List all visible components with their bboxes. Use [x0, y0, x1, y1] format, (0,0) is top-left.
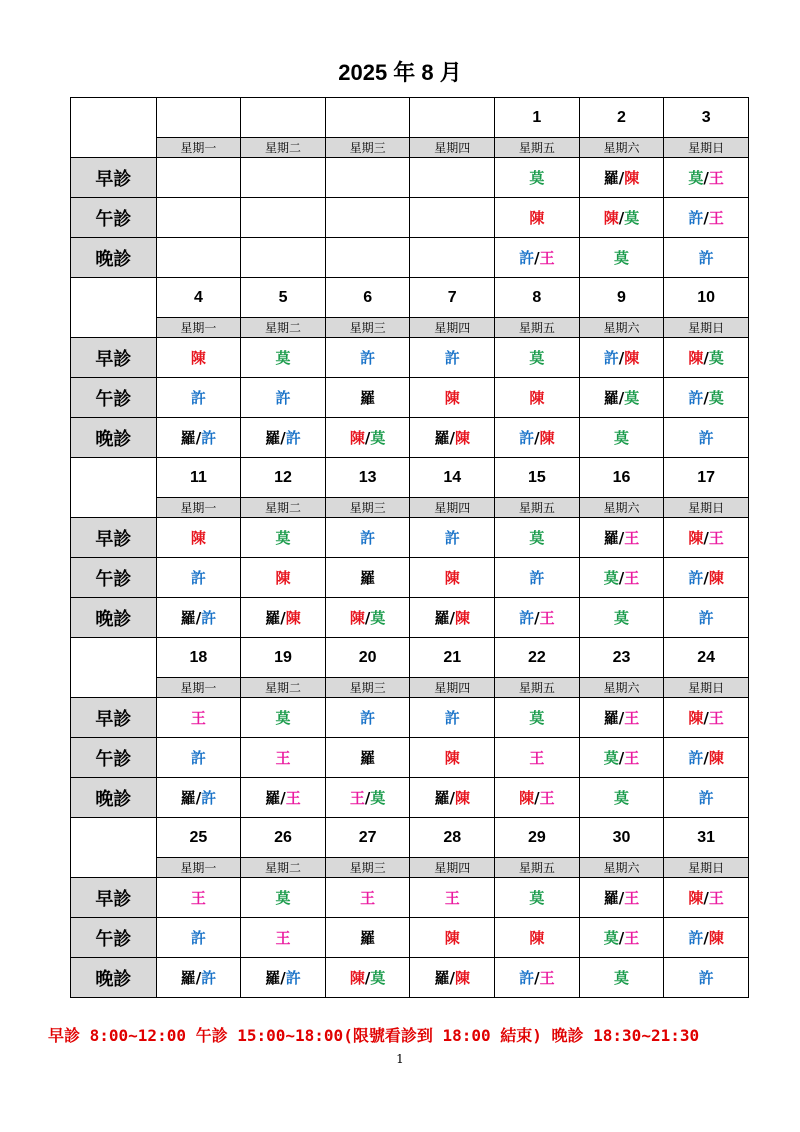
doctor-slot-cell: 許/陳 [579, 338, 664, 378]
date-cell: 24 [664, 638, 749, 678]
session-label: 早診 [71, 158, 157, 198]
weekday-cell: 星期二 [241, 858, 326, 878]
doctor-slot-cell: 王 [241, 918, 326, 958]
doctor-slot-cell [410, 198, 495, 238]
doctor-slot-cell: 羅/許 [241, 958, 326, 998]
doctor-slot-cell: 羅/陳 [410, 778, 495, 818]
doctor-slot-cell: 許 [410, 698, 495, 738]
doctor-slot-cell: 陳/王 [664, 698, 749, 738]
date-cell: 20 [325, 638, 410, 678]
weekday-cell: 星期四 [410, 138, 495, 158]
clinic-hours-note: 早診 8:00~12:00 午診 15:00~18:00(限號看診到 18:00 結束) 晚診 18:30~21:30 [48, 1026, 700, 1045]
date-cell: 4 [156, 278, 241, 318]
date-cell: 23 [579, 638, 664, 678]
session-label: 早診 [71, 698, 157, 738]
doctor-slot-cell: 陳/莫 [325, 958, 410, 998]
doctor-slot-cell: 王 [495, 738, 580, 778]
date-cell: 15 [495, 458, 580, 498]
weekday-row [71, 318, 749, 338]
session-row [71, 918, 749, 958]
doctor-slot-cell: 莫 [495, 518, 580, 558]
doctor-slot-cell: 羅/許 [156, 778, 241, 818]
doctor-slot-cell: 莫 [579, 958, 664, 998]
session-label: 午診 [71, 378, 157, 418]
doctor-slot-cell: 許/陳 [664, 558, 749, 598]
doctor-slot-cell: 羅/王 [579, 518, 664, 558]
weekday-cell: 星期日 [664, 138, 749, 158]
weekday-cell: 星期五 [495, 138, 580, 158]
doctor-slot-cell: 陳 [156, 518, 241, 558]
date-cell [241, 98, 326, 138]
doctor-slot-cell: 陳 [241, 558, 326, 598]
week-corner-cell [71, 818, 157, 878]
doctor-slot-cell: 許 [325, 338, 410, 378]
weekday-row [71, 498, 749, 518]
weekday-row [71, 858, 749, 878]
session-row [71, 698, 749, 738]
weekday-cell: 星期日 [664, 678, 749, 698]
session-row [71, 378, 749, 418]
doctor-slot-cell: 許/王 [495, 238, 580, 278]
weekday-cell: 星期二 [241, 138, 326, 158]
doctor-slot-cell: 許/王 [664, 198, 749, 238]
doctor-slot-cell: 莫 [241, 518, 326, 558]
doctor-slot-cell: 羅/許 [156, 598, 241, 638]
weekday-cell: 星期一 [156, 498, 241, 518]
doctor-slot-cell: 許 [664, 418, 749, 458]
session-row [71, 878, 749, 918]
weekday-cell: 星期一 [156, 318, 241, 338]
doctor-slot-cell: 羅/王 [241, 778, 326, 818]
doctor-slot-cell: 許 [664, 598, 749, 638]
session-row [71, 238, 749, 278]
weekday-cell: 星期三 [325, 498, 410, 518]
session-label: 早診 [71, 518, 157, 558]
week-date-row [71, 638, 749, 678]
date-cell: 19 [241, 638, 326, 678]
date-cell: 26 [241, 818, 326, 858]
doctor-slot-cell: 莫 [241, 338, 326, 378]
doctor-slot-cell: 許/莫 [664, 378, 749, 418]
doctor-slot-cell: 陳/莫 [325, 418, 410, 458]
session-row [71, 598, 749, 638]
week-corner-cell [71, 458, 157, 518]
date-cell: 10 [664, 278, 749, 318]
week-date-row [71, 458, 749, 498]
session-label: 午診 [71, 558, 157, 598]
session-label: 晚診 [71, 958, 157, 998]
doctor-slot-cell: 莫/王 [579, 738, 664, 778]
date-cell: 5 [241, 278, 326, 318]
doctor-slot-cell: 許/陳 [495, 418, 580, 458]
doctor-slot-cell: 羅/陳 [410, 418, 495, 458]
weekday-cell: 星期六 [579, 498, 664, 518]
doctor-slot-cell: 羅/陳 [410, 598, 495, 638]
session-row [71, 198, 749, 238]
session-label: 晚診 [71, 598, 157, 638]
doctor-slot-cell: 許 [664, 778, 749, 818]
doctor-slot-cell: 莫 [241, 878, 326, 918]
date-cell: 29 [495, 818, 580, 858]
doctor-slot-cell: 許/王 [495, 598, 580, 638]
date-cell: 6 [325, 278, 410, 318]
doctor-slot-cell: 羅 [325, 558, 410, 598]
doctor-slot-cell: 陳 [495, 378, 580, 418]
doctor-slot-cell: 陳 [156, 338, 241, 378]
doctor-slot-cell [410, 158, 495, 198]
doctor-slot-cell: 許 [495, 558, 580, 598]
doctor-slot-cell: 許/王 [495, 958, 580, 998]
weekday-cell: 星期日 [664, 498, 749, 518]
doctor-slot-cell: 莫 [495, 158, 580, 198]
date-cell: 17 [664, 458, 749, 498]
doctor-slot-cell: 許 [410, 518, 495, 558]
doctor-slot-cell: 陳/莫 [325, 598, 410, 638]
doctor-slot-cell: 王 [156, 698, 241, 738]
doctor-slot-cell: 王 [156, 878, 241, 918]
date-cell: 9 [579, 278, 664, 318]
doctor-slot-cell: 陳/莫 [664, 338, 749, 378]
doctor-slot-cell: 許 [325, 698, 410, 738]
doctor-slot-cell [410, 238, 495, 278]
weekday-cell: 星期四 [410, 498, 495, 518]
week-corner-cell [71, 98, 157, 158]
weekday-cell: 星期四 [410, 318, 495, 338]
schedule-table [70, 97, 749, 998]
doctor-slot-cell [325, 238, 410, 278]
doctor-slot-cell [325, 158, 410, 198]
session-row [71, 778, 749, 818]
session-label: 晚診 [71, 238, 157, 278]
weekday-cell: 星期一 [156, 138, 241, 158]
doctor-slot-cell: 羅 [325, 738, 410, 778]
weekday-cell: 星期四 [410, 858, 495, 878]
weekday-cell: 星期日 [664, 318, 749, 338]
doctor-slot-cell: 羅/王 [579, 878, 664, 918]
date-cell: 3 [664, 98, 749, 138]
date-cell: 21 [410, 638, 495, 678]
weekday-cell: 星期三 [325, 678, 410, 698]
weekday-cell: 星期三 [325, 858, 410, 878]
doctor-slot-cell: 許 [156, 378, 241, 418]
session-row [71, 558, 749, 598]
date-cell: 25 [156, 818, 241, 858]
doctor-slot-cell: 陳 [410, 918, 495, 958]
date-cell: 2 [579, 98, 664, 138]
week-corner-cell [71, 278, 157, 338]
session-row [71, 158, 749, 198]
doctor-slot-cell: 陳 [495, 918, 580, 958]
weekday-row [71, 678, 749, 698]
weekday-cell: 星期二 [241, 678, 326, 698]
week-date-row [71, 98, 749, 138]
doctor-slot-cell: 莫 [495, 338, 580, 378]
page-number: 1 [396, 1052, 404, 1066]
weekday-cell: 星期五 [495, 678, 580, 698]
weekday-cell: 星期四 [410, 678, 495, 698]
doctor-slot-cell [156, 238, 241, 278]
session-label: 晚診 [71, 778, 157, 818]
weekday-cell: 星期五 [495, 318, 580, 338]
weekday-cell: 星期一 [156, 858, 241, 878]
date-cell [325, 98, 410, 138]
doctor-slot-cell: 許 [241, 378, 326, 418]
doctor-slot-cell: 王 [241, 738, 326, 778]
doctor-slot-cell: 陳/王 [495, 778, 580, 818]
doctor-slot-cell [241, 158, 326, 198]
doctor-slot-cell: 許 [156, 918, 241, 958]
doctor-slot-cell: 陳 [410, 558, 495, 598]
doctor-slot-cell: 羅 [325, 378, 410, 418]
doctor-slot-cell: 陳 [410, 378, 495, 418]
doctor-slot-cell: 許 [664, 958, 749, 998]
session-label: 晚診 [71, 418, 157, 458]
week-corner-cell [71, 638, 157, 698]
date-cell: 13 [325, 458, 410, 498]
doctor-slot-cell: 莫 [579, 778, 664, 818]
doctor-slot-cell: 羅/許 [156, 418, 241, 458]
session-label: 午診 [71, 738, 157, 778]
date-cell [156, 98, 241, 138]
doctor-slot-cell: 許 [664, 238, 749, 278]
weekday-cell: 星期六 [579, 318, 664, 338]
weekday-cell: 星期三 [325, 138, 410, 158]
session-row [71, 338, 749, 378]
weekday-cell: 星期六 [579, 678, 664, 698]
session-row [71, 738, 749, 778]
doctor-slot-cell: 羅/王 [579, 698, 664, 738]
date-cell: 1 [495, 98, 580, 138]
weekday-cell: 星期五 [495, 498, 580, 518]
date-cell: 16 [579, 458, 664, 498]
doctor-slot-cell: 莫 [495, 698, 580, 738]
date-cell [410, 98, 495, 138]
doctor-slot-cell: 許/陳 [664, 738, 749, 778]
doctor-slot-cell: 許 [410, 338, 495, 378]
doctor-slot-cell: 陳 [495, 198, 580, 238]
weekday-cell: 星期六 [579, 858, 664, 878]
weekday-cell: 星期二 [241, 318, 326, 338]
doctor-slot-cell: 許 [325, 518, 410, 558]
week-date-row [71, 278, 749, 318]
doctor-slot-cell: 莫 [241, 698, 326, 738]
doctor-slot-cell: 羅 [325, 918, 410, 958]
doctor-slot-cell: 羅/莫 [579, 378, 664, 418]
page-title: 2025 年 8 月 [338, 60, 462, 85]
date-cell: 22 [495, 638, 580, 678]
doctor-slot-cell: 王 [410, 878, 495, 918]
weekday-cell: 星期二 [241, 498, 326, 518]
doctor-slot-cell: 陳/莫 [579, 198, 664, 238]
date-cell: 27 [325, 818, 410, 858]
session-row [71, 518, 749, 558]
doctor-slot-cell: 許/陳 [664, 918, 749, 958]
doctor-slot-cell: 陳/王 [664, 518, 749, 558]
doctor-slot-cell: 莫/王 [579, 918, 664, 958]
session-label: 午診 [71, 918, 157, 958]
doctor-slot-cell [156, 198, 241, 238]
doctor-slot-cell: 羅/許 [241, 418, 326, 458]
date-cell: 31 [664, 818, 749, 858]
date-cell: 30 [579, 818, 664, 858]
doctor-slot-cell: 許 [156, 558, 241, 598]
doctor-slot-cell: 羅/陳 [410, 958, 495, 998]
doctor-slot-cell: 莫 [579, 238, 664, 278]
doctor-slot-cell: 莫 [579, 418, 664, 458]
date-cell: 7 [410, 278, 495, 318]
doctor-slot-cell: 羅/陳 [579, 158, 664, 198]
doctor-slot-cell [241, 238, 326, 278]
doctor-slot-cell: 陳/王 [664, 878, 749, 918]
session-label: 早診 [71, 338, 157, 378]
doctor-slot-cell: 王/莫 [325, 778, 410, 818]
weekday-row [71, 138, 749, 158]
doctor-slot-cell [325, 198, 410, 238]
doctor-slot-cell: 莫 [495, 878, 580, 918]
weekday-cell: 星期日 [664, 858, 749, 878]
session-label: 早診 [71, 878, 157, 918]
session-row [71, 958, 749, 998]
date-cell: 28 [410, 818, 495, 858]
session-row [71, 418, 749, 458]
doctor-slot-cell: 莫/王 [579, 558, 664, 598]
date-cell: 12 [241, 458, 326, 498]
doctor-slot-cell: 莫 [579, 598, 664, 638]
doctor-slot-cell [156, 158, 241, 198]
week-date-row [71, 818, 749, 858]
date-cell: 14 [410, 458, 495, 498]
date-cell: 11 [156, 458, 241, 498]
weekday-cell: 星期六 [579, 138, 664, 158]
doctor-slot-cell: 陳 [410, 738, 495, 778]
doctor-slot-cell [241, 198, 326, 238]
doctor-slot-cell: 王 [325, 878, 410, 918]
weekday-cell: 星期五 [495, 858, 580, 878]
doctor-slot-cell: 羅/許 [156, 958, 241, 998]
session-label: 午診 [71, 198, 157, 238]
weekday-cell: 星期一 [156, 678, 241, 698]
date-cell: 8 [495, 278, 580, 318]
doctor-slot-cell: 羅/陳 [241, 598, 326, 638]
doctor-slot-cell: 許 [156, 738, 241, 778]
date-cell: 18 [156, 638, 241, 678]
doctor-slot-cell: 莫/王 [664, 158, 749, 198]
weekday-cell: 星期三 [325, 318, 410, 338]
